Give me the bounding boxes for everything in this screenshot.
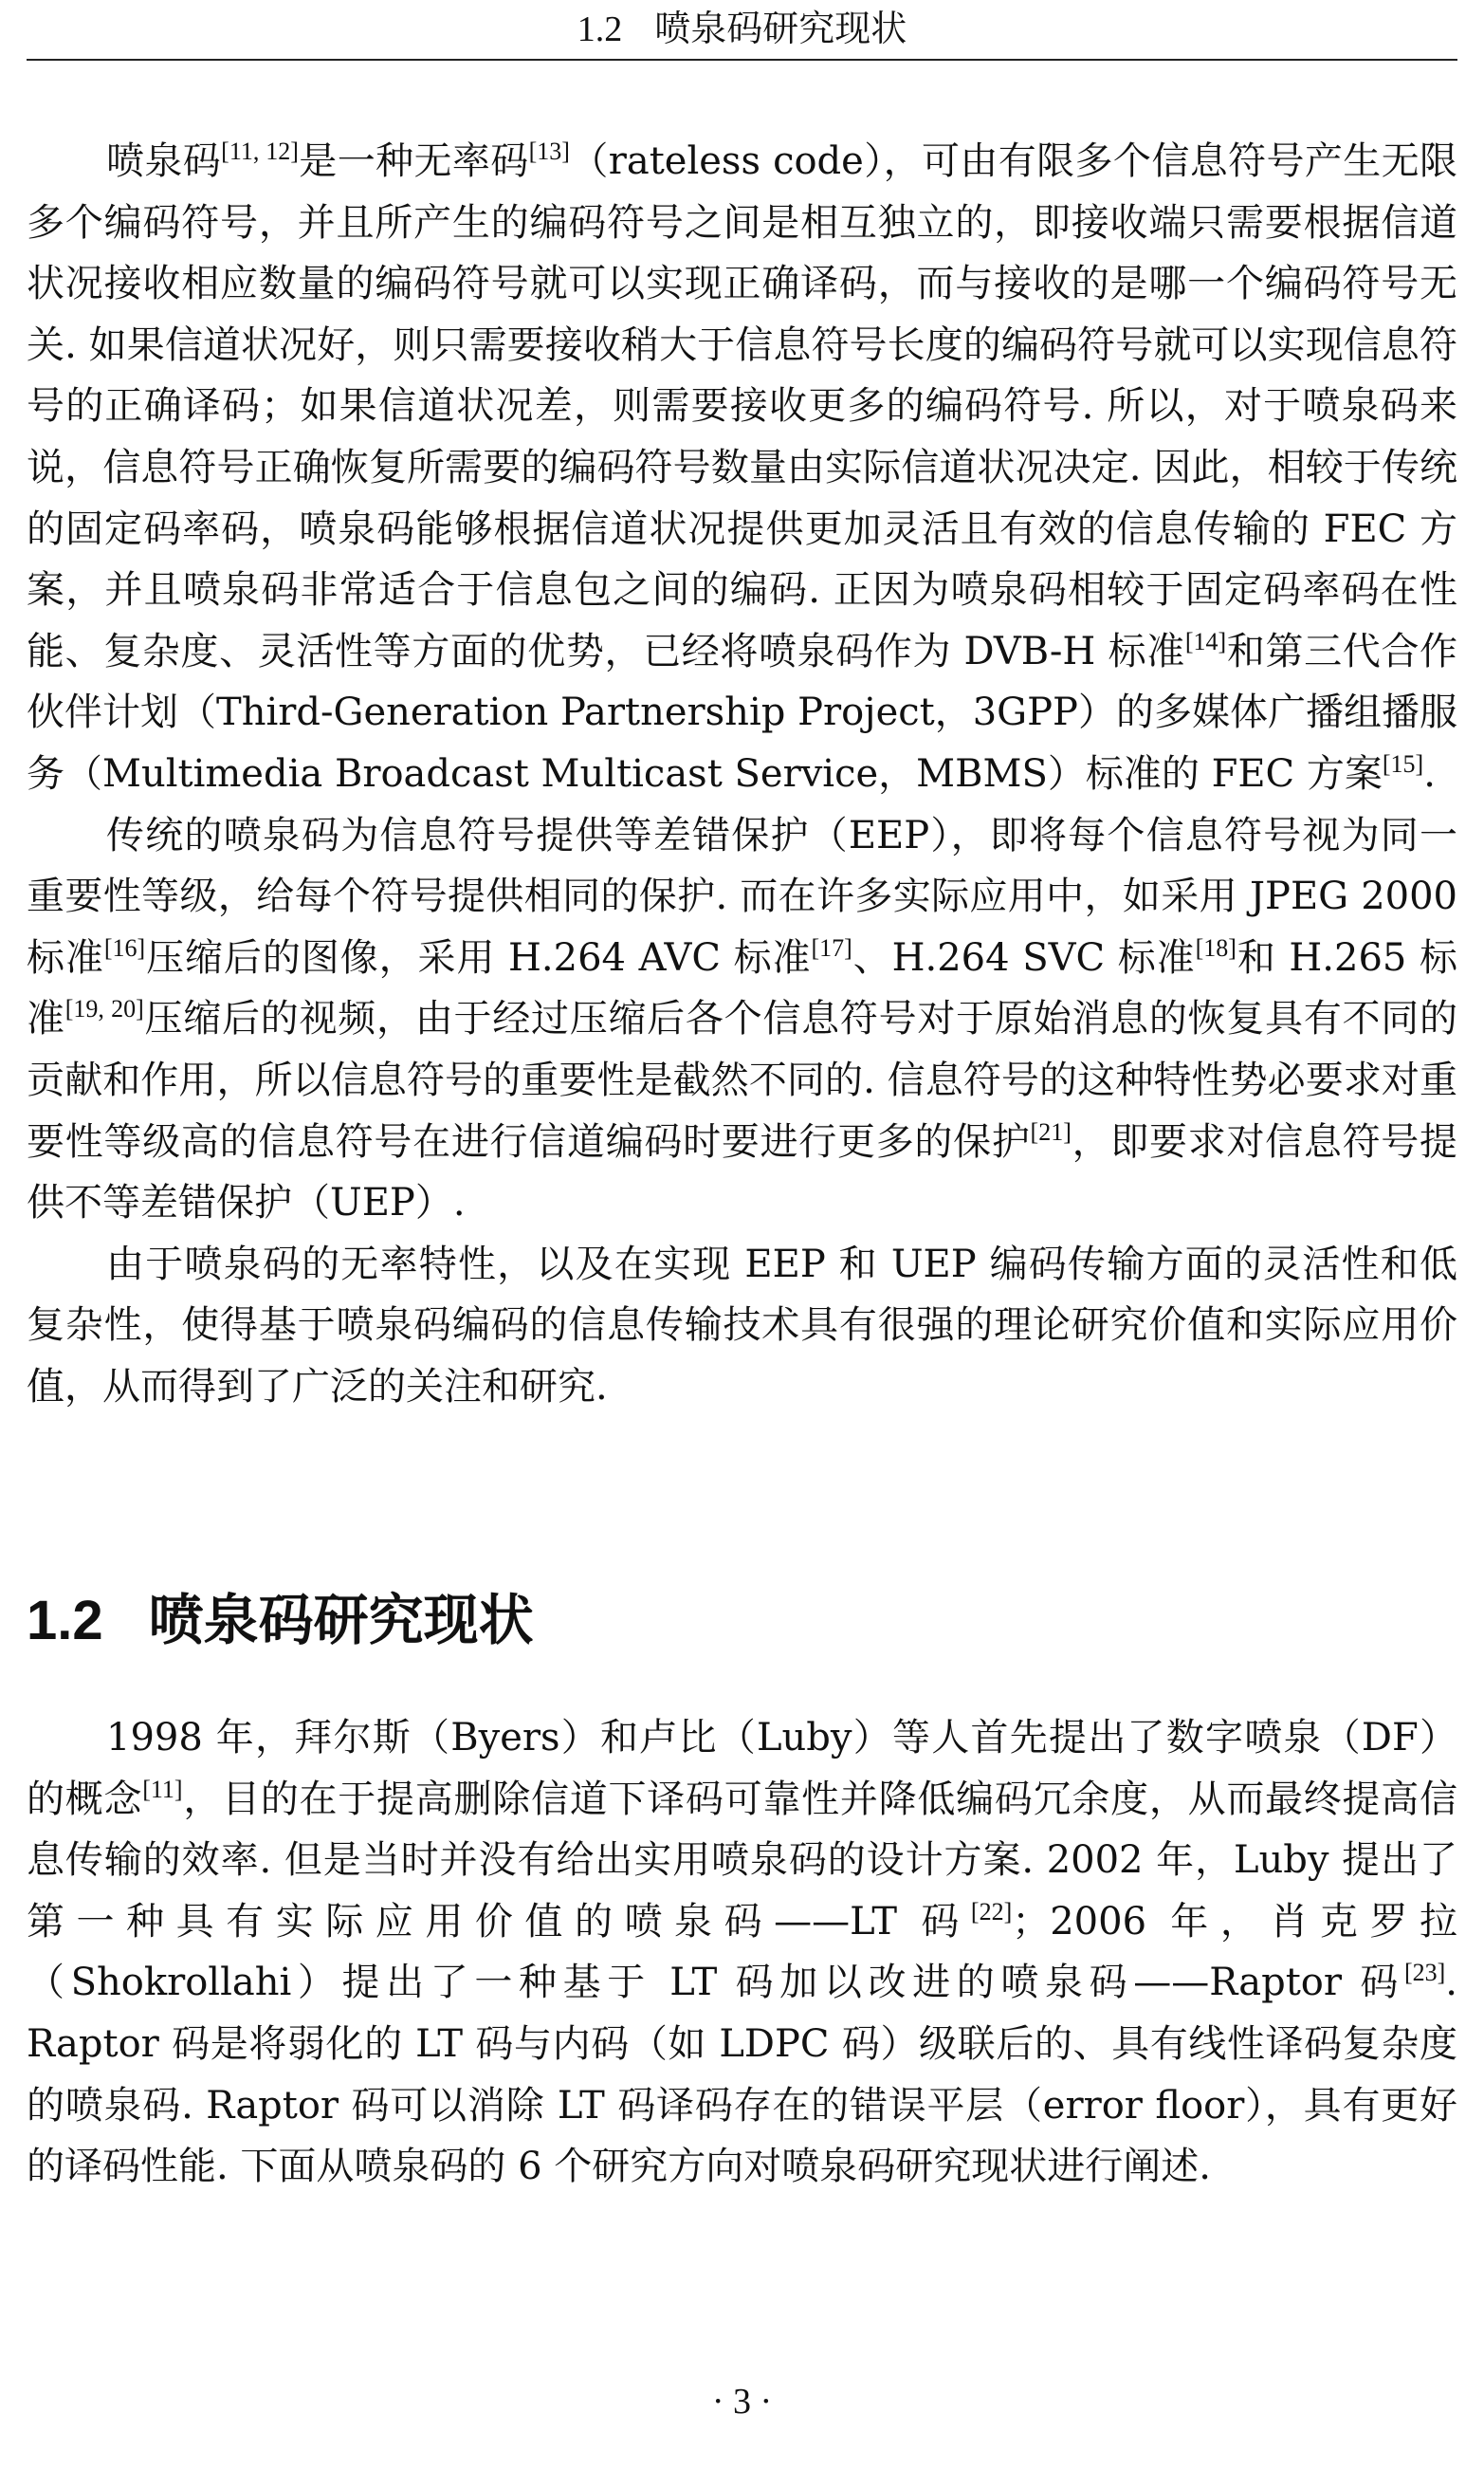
text-run: 、H.264 SVC 标准 xyxy=(852,935,1196,980)
citation-ref: [11, 12] xyxy=(221,138,299,165)
text-run: 压缩后的图像，采用 H.264 AVC 标准 xyxy=(145,935,812,980)
paragraph-fountain-code-intro xyxy=(27,131,1457,805)
text-run: 1998 年，拜尔斯（Byers）和卢比（Luby）等人首先提出了数字喷泉（DF）的概念 xyxy=(27,1716,1457,1821)
citation-ref: [14] xyxy=(1184,627,1227,655)
text-run: ，即要求对信息符号提供不等差错保护（UEP）. xyxy=(27,1119,1458,1225)
paragraph-eep-uep xyxy=(27,805,1457,1234)
citation-ref: [22] xyxy=(970,1897,1013,1925)
text-run: 和第三代合作伙伴计划（Third-Generation Partnership Project，3GPP）的多媒体广播组播服务（Multimedia Broadcast Multicast Service，MBMS）标准的 FEC 方案 xyxy=(27,629,1458,796)
text-run: 传统的喷泉码为信息符号提供等差错保护（EEP），即将每个信息符号视为同一重要性等级，给每个符号提供相同的保护. 而在许多实际应用中，如采用 JPEG 2000 标准 xyxy=(27,813,1457,980)
running-header-section-title: 喷泉码研究现状 xyxy=(654,8,907,49)
citation-ref: [11] xyxy=(142,1775,183,1803)
text-run: 由于喷泉码的无率特性，以及在实现 EEP 和 UEP 编码传输方面的灵活性和低复杂性，使得基于喷泉码编码的信息传输技术具有很强的理论研究价值和实际应用价值，从而得到了广泛的关注和研究. xyxy=(27,1242,1457,1409)
page-number: · 3 · xyxy=(711,2382,773,2422)
citation-ref: [21] xyxy=(1030,1117,1072,1146)
body-text-lower xyxy=(27,1707,1457,2198)
text-run: 喷泉码 xyxy=(106,139,222,183)
citation-ref: [15] xyxy=(1382,749,1424,778)
section-heading-title: 喷泉码研究现状 xyxy=(148,1588,534,1652)
citation-ref: [23] xyxy=(1403,1959,1446,1987)
citation-ref: [13] xyxy=(528,138,570,165)
paragraph-research-history xyxy=(27,1707,1457,2198)
text-run: 是一种无率码 xyxy=(298,139,529,183)
running-header xyxy=(27,0,1457,61)
text-run: ；2006 年，肖克罗拉（Shokrollahi）提出了一种基于 LT 码加以改进的喷泉码——Raptor 码 xyxy=(27,1899,1457,2005)
text-run: . xyxy=(1423,751,1436,796)
text-run: 压缩后的视频，由于经过压缩后各个信息符号对于原始消息的恢复具有不同的贡献和作用，所以信息符号的重要性是截然不同的. 信息符号的这种特性势必要求对重要性等级高的信息符号在进行信道编码时要进行更多的保护 xyxy=(27,997,1458,1164)
body-text-upper xyxy=(27,131,1457,1417)
citation-ref: [19, 20] xyxy=(64,995,144,1023)
citation-ref: [16] xyxy=(103,933,146,962)
text-run: . Raptor 码是将弱化的 LT 码与内码（如 LDPC 码）级联后的、具有线性译码复杂度的喷泉码. Raptor 码可以消除 LT 码译码存在的错误平层（error floor），具有更好的译码性能. 下面从喷泉码的 6 个研究方向对喷泉码研究现状进行阐述. xyxy=(27,1961,1457,2189)
citation-ref: [18] xyxy=(1195,933,1237,962)
section-heading xyxy=(27,1584,1457,1657)
running-header-section-number: 1.2 xyxy=(577,9,623,49)
paragraph-research-value xyxy=(27,1234,1457,1418)
text-run: ，目的在于提高删除信道下译码可靠性并降低编码冗余度，从而最终提高信息传输的效率. 但是当时并没有给出实用喷泉码的设计方案. 2002 年，Luby 提出了第一种具有实际应用价值的喷泉码——LT 码 xyxy=(27,1777,1458,1944)
section-heading-number: 1.2 xyxy=(27,1590,103,1651)
text-run: 和 H.265 标准 xyxy=(27,935,1457,1041)
citation-ref: [17] xyxy=(811,933,852,962)
text-run: （rateless code），可由有限多个信息符号产生无限多个编码符号，并且所产生的编码符号之间是相互独立的，即接收端只需要根据信道状况接收相应数量的编码符号就可以实现正确译码，而与接收的是哪一个编码符号无关. 如果信道状况好，则只需要接收稍大于信息符号长度的编码符号就可以实现信息符号的正确译码；如果信道状况差，则需要接收更多的编码符号. 所以，对于喷泉码来说，信息符号正确恢复所需要的编码符号数量由实际信道状况决定. 因此，相较于传统的固定码率码，喷泉码能够根据信道状况提供更加灵活且有效的信息传输的 FEC 方案，并且喷泉码非常适合于信息包之间的编码. 正因为喷泉码相较于固定码率码在性能、复杂度、灵活性等方面的优势，已经将喷泉码作为 DVB-H 标准 xyxy=(27,139,1458,673)
